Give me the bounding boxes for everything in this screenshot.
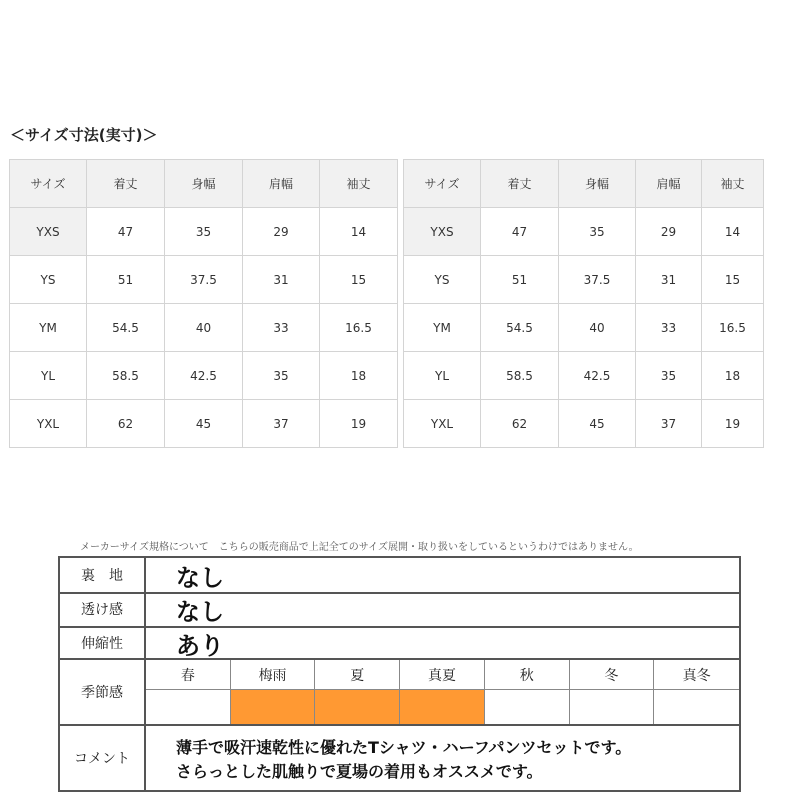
table-row — [404, 304, 764, 352]
table-cell: 37.5 — [559, 256, 636, 304]
table-row — [10, 304, 398, 352]
table-cell: 15 — [320, 256, 398, 304]
season-summer: 夏 — [315, 660, 400, 690]
size-label-cell: YM — [10, 304, 87, 352]
table-cell: 15 — [702, 256, 764, 304]
table-cell: 37 — [243, 400, 320, 448]
season-indicator — [654, 690, 739, 724]
table-cell: 16.5 — [320, 304, 398, 352]
table-cell: 42.5 — [559, 352, 636, 400]
table-cell: 33 — [243, 304, 320, 352]
table-cell: 42.5 — [165, 352, 243, 400]
table-row — [404, 400, 764, 448]
header-cell: 着丈 — [481, 160, 559, 208]
table-cell: 16.5 — [702, 304, 764, 352]
header-cell: 身幅 — [165, 160, 243, 208]
comment-line: さらっとした肌触りで夏場の着用もオススメです。 — [176, 762, 543, 781]
size-label-cell: YL — [404, 352, 481, 400]
season-indicator — [146, 690, 231, 724]
stretch-value: あり — [176, 631, 224, 660]
comment-label: コメント — [60, 726, 146, 790]
table-cell: 14 — [702, 208, 764, 256]
comment-text — [146, 726, 739, 790]
table-row — [404, 256, 764, 304]
size-table — [9, 159, 398, 448]
table-row — [10, 352, 398, 400]
header-cell: 袖丈 — [320, 160, 398, 208]
table-cell: 37 — [636, 400, 702, 448]
season-spring: 春 — [146, 660, 231, 690]
table-cell: 35 — [243, 352, 320, 400]
header-cell: 袖丈 — [702, 160, 764, 208]
table-cell: 51 — [481, 256, 559, 304]
comment-line: 薄手で吸汗速乾性に優れたTシャツ・ハーフパンツセットです。 — [176, 738, 632, 757]
table-cell: 54.5 — [87, 304, 165, 352]
header-cell: 着丈 — [87, 160, 165, 208]
table-cell: 18 — [320, 352, 398, 400]
table-cell: 35 — [559, 208, 636, 256]
season-midwinter: 真冬 — [654, 660, 739, 690]
size-table-header-row — [404, 160, 764, 208]
table-cell: 29 — [243, 208, 320, 256]
table-cell: 19 — [320, 400, 398, 448]
season-label: 季節感 — [60, 660, 146, 724]
lining-label: 裏 地 — [60, 558, 146, 592]
season-indicator — [231, 690, 316, 724]
table-cell: 54.5 — [481, 304, 559, 352]
maker-size-note: メーカーサイズ規格について こちらの販売商品で上記全てのサイズ展開・取り扱いをしているというわけではありません。 — [80, 542, 639, 553]
table-cell: 35 — [636, 352, 702, 400]
season-midsummer: 真夏 — [400, 660, 485, 690]
table-row — [10, 256, 398, 304]
size-label-cell: YXS — [404, 208, 481, 256]
table-cell: 62 — [481, 400, 559, 448]
table-cell: 45 — [559, 400, 636, 448]
season-indicator — [570, 690, 655, 724]
table-cell: 45 — [165, 400, 243, 448]
season-indicator — [400, 690, 485, 724]
header-cell: 身幅 — [559, 160, 636, 208]
table-cell: 29 — [636, 208, 702, 256]
table-cell: 47 — [87, 208, 165, 256]
table-cell: 35 — [165, 208, 243, 256]
table-cell: 19 — [702, 400, 764, 448]
table-cell: 62 — [87, 400, 165, 448]
size-label-cell: YXL — [404, 400, 481, 448]
lining-value: なし — [176, 563, 224, 592]
season-rainy: 梅雨 — [231, 660, 316, 690]
season-indicator — [485, 690, 570, 724]
table-cell: 47 — [481, 208, 559, 256]
header-cell: 肩幅 — [636, 160, 702, 208]
table-cell: 33 — [636, 304, 702, 352]
table-cell: 40 — [165, 304, 243, 352]
season-autumn: 秋 — [485, 660, 570, 690]
size-label-cell: YXS — [10, 208, 87, 256]
table-row — [10, 208, 398, 256]
table-row — [404, 208, 764, 256]
header-cell: 肩幅 — [243, 160, 320, 208]
season-indicator — [315, 690, 400, 724]
header-cell: サイズ — [404, 160, 481, 208]
table-row — [10, 400, 398, 448]
size-label-cell: YS — [404, 256, 481, 304]
table-cell: 31 — [636, 256, 702, 304]
size-label-cell: YXL — [10, 400, 87, 448]
table-cell: 37.5 — [165, 256, 243, 304]
table-cell: 31 — [243, 256, 320, 304]
size-table — [403, 159, 764, 448]
table-row — [404, 352, 764, 400]
table-cell: 58.5 — [481, 352, 559, 400]
table-cell: 18 — [702, 352, 764, 400]
table-cell: 40 — [559, 304, 636, 352]
spec-table — [58, 556, 741, 792]
season-winter: 冬 — [570, 660, 655, 690]
size-label-cell: YS — [10, 256, 87, 304]
size-table-header-row — [10, 160, 398, 208]
season-grid — [146, 660, 739, 724]
sheer-label: 透け感 — [60, 592, 146, 626]
size-label-cell: YL — [10, 352, 87, 400]
table-cell: 51 — [87, 256, 165, 304]
size-label-cell: YM — [404, 304, 481, 352]
table-cell: 58.5 — [87, 352, 165, 400]
section-title: ＜サイズ寸法(実寸)＞ — [10, 126, 158, 144]
stretch-label: 伸縮性 — [60, 626, 146, 660]
sheer-value: なし — [176, 597, 224, 626]
header-cell: サイズ — [10, 160, 87, 208]
table-cell: 14 — [320, 208, 398, 256]
